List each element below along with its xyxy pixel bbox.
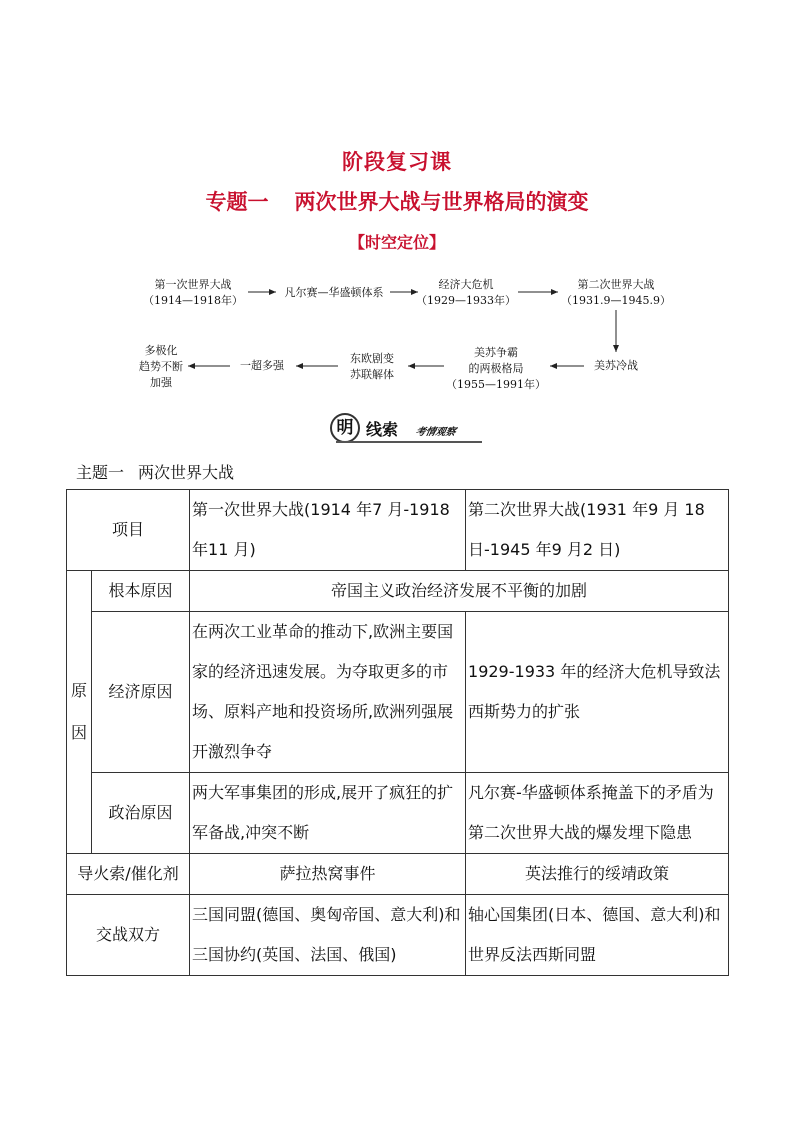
timeline-node-coldwar-line1: 美苏冷战	[594, 359, 638, 372]
pol-ww2: 凡尔赛-华盛顿体系掩盖下的矛盾为第二次世界大战的爆发埋下隐患	[466, 773, 729, 854]
table-row	[67, 854, 729, 895]
clue-icon: 明	[330, 413, 360, 443]
theme-heading	[76, 460, 234, 483]
section-heading: 【时空定位】	[348, 233, 445, 252]
timeline-node-eastern-europe-line1: 东欧剧变	[350, 352, 394, 365]
sides-ww2: 轴心国集团(日本、德国、意大利)和世界反法西斯同盟	[466, 895, 729, 976]
timeline-node-eastern-europe-line2: 苏联解体	[350, 368, 394, 381]
timeline-node-bipolar-line3: （1955—1991年）	[446, 378, 546, 391]
table-row	[67, 773, 729, 854]
table-row	[67, 895, 729, 976]
theme-label: 主题一	[76, 463, 125, 482]
sides-label: 交战双方	[67, 895, 190, 976]
header-ww1: 第一次世界大战(1914 年7 月-1918 年11 月)	[190, 490, 466, 571]
timeline-node-multipolar-line1: 多极化	[144, 344, 178, 357]
timeline-node-multipolar-line3: 加强	[150, 376, 172, 389]
timeline-node-superpower-line1: 一超多强	[240, 359, 284, 372]
clue-subtitle: 考情观察	[414, 427, 457, 438]
timeline-node-ww2-line2: （1931.9—1945.9）	[561, 294, 671, 307]
timeline-node-multipolar-line2: 趋势不断	[139, 360, 183, 373]
sides-ww1: 三国同盟(德国、奥匈帝国、意大利)和三国协约(英国、法国、俄国)	[190, 895, 466, 976]
theme-title: 两次世界大战	[138, 463, 235, 482]
econ-label: 经济原因	[92, 612, 190, 773]
timeline-node-bipolar-line2: 的两极格局	[468, 362, 524, 375]
root-value: 帝国主义政治经济发展不平衡的加剧	[190, 571, 729, 612]
table-row	[67, 571, 729, 612]
timeline-arrows	[0, 0, 794, 420]
timeline-node-ww1-line1: 第一次世界大战	[154, 278, 232, 291]
fuse-ww1: 萨拉热窝事件	[190, 854, 466, 895]
comparison-table	[66, 489, 729, 976]
header-item: 项目	[67, 490, 190, 571]
cause-label-char-2: 因	[70, 723, 87, 742]
topic-label: 专题一	[205, 190, 269, 214]
econ-ww1: 在两次工业革命的推动下,欧洲主要国家的经济迅速发展。为夺取更多的市场、原料产地和投资场所,欧洲列强展开激烈争夺	[190, 612, 466, 773]
page-title: 阶段复习课	[342, 150, 452, 174]
timeline-node-ww2-line1: 第二次世界大战	[577, 278, 655, 291]
clue-label: 线索	[366, 420, 399, 439]
pol-ww1: 两大军事集团的形成,展开了疯狂的扩军备战,冲突不断	[190, 773, 466, 854]
table-row	[67, 612, 729, 773]
fuse-ww2: 英法推行的绥靖政策	[466, 854, 729, 895]
topic-title-text: 两次世界大战与世界格局的演变	[294, 190, 589, 214]
root-label: 根本原因	[92, 571, 190, 612]
table-row	[67, 490, 729, 571]
cause-group-label	[67, 571, 92, 854]
clue-underline	[336, 441, 482, 443]
fuse-label: 导火索/催化剂	[67, 854, 190, 895]
timeline-node-depression-line1: 经济大危机	[438, 278, 494, 291]
pol-label: 政治原因	[92, 773, 190, 854]
header-ww2: 第二次世界大战(1931 年9 月 18 日-1945 年9 月2 日)	[466, 490, 729, 571]
timeline-node-depression-line2: （1929—1933年）	[416, 294, 516, 307]
cause-label-char-1: 原	[70, 681, 87, 700]
timeline-node-bipolar-line1: 美苏争霸	[474, 346, 518, 359]
timeline-node-versailles-line1: 凡尔赛—华盛顿体系	[284, 286, 384, 299]
timeline-node-ww1-line2: （1914—1918年）	[143, 294, 243, 307]
econ-ww2: 1929-1933 年的经济大危机导致法西斯势力的扩张	[466, 612, 729, 773]
